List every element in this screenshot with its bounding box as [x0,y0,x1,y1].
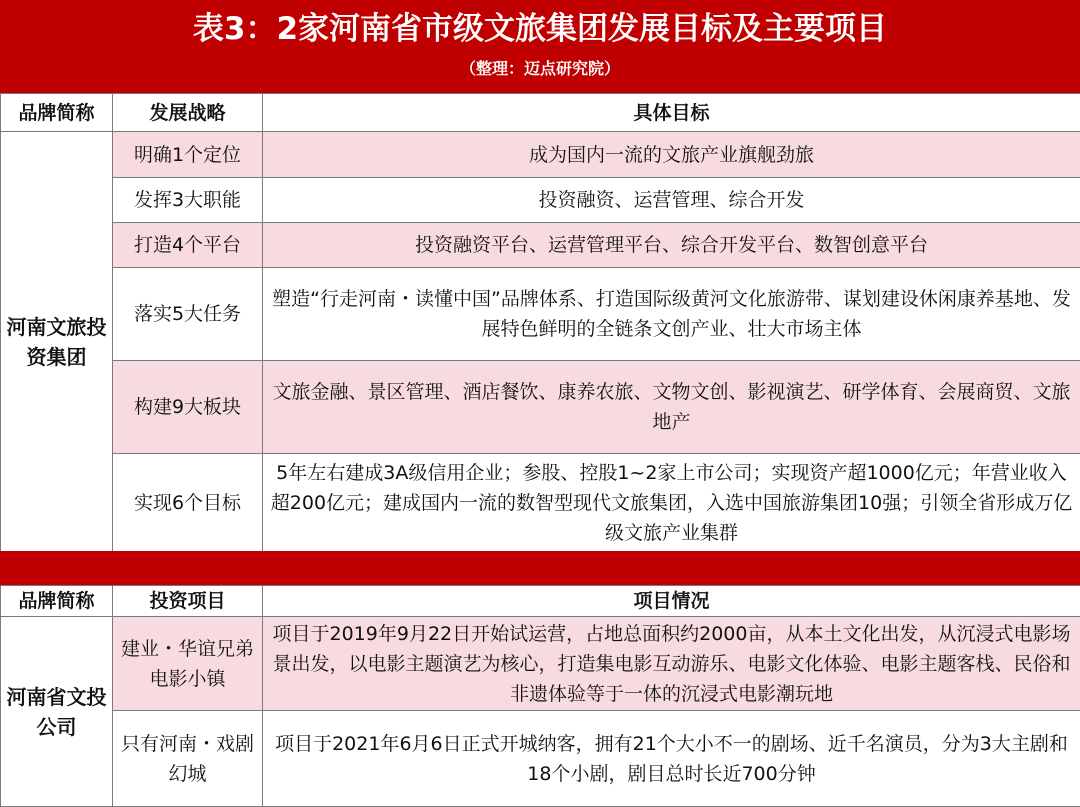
col-header-project-info: 项目情况 [263,586,1080,617]
table-row [1,223,1080,268]
table-row [1,178,1080,223]
strategy-cell: 发挥3大职能 [113,178,263,223]
strategy-cell: 落实5大任务 [113,268,263,361]
table-row [1,361,1080,454]
strategy-cell: 构建9大板块 [113,361,263,454]
brand-name-cell: 河南省文投公司 [1,617,113,807]
goal-cell: 投资融资、运营管理、综合开发 [263,178,1080,223]
table-row [1,268,1080,361]
table-row [1,454,1080,552]
page-title: 表3：2家河南省市级文旅集团发展目标及主要项目 [0,8,1080,50]
table-row [1,711,1080,807]
col-header-brand: 品牌简称 [1,586,113,617]
strategy-cell: 明确1个定位 [113,132,263,178]
goal-cell: 成为国内一流的文旅产业旗舰劲旅 [263,132,1080,178]
section-divider [0,551,1080,585]
strategy-table [0,93,1080,552]
table-row [1,617,1080,711]
goal-cell: 塑造“行走河南・读懂中国”品牌体系、打造国际级黄河文化旅游带、谋划建设休闲康养基地、发展特色鲜明的全链条文创产业、壮大市场主体 [263,268,1080,361]
goal-cell: 文旅金融、景区管理、酒店餐饮、康养农旅、文物文创、影视演艺、研学体育、会展商贸、文旅地产 [263,361,1080,454]
col-header-goal: 具体目标 [263,94,1080,132]
goal-cell: 投资融资平台、运营管理平台、综合开发平台、数智创意平台 [263,223,1080,268]
table-row [1,132,1080,178]
project-cell: 只有河南・戏剧幻城 [113,711,263,807]
table-header-banner [0,0,1080,93]
col-header-strategy: 发展战略 [113,94,263,132]
goal-cell: 5年左右建成3A级信用企业；参股、控股1~2家上市公司；实现资产超1000亿元；年营业收入超200亿元；建成国内一流的数智型现代文旅集团，入选中国旅游集团10强；引领全省形成万亿级文旅产业集群 [263,454,1080,552]
page-subtitle: （整理：迈点研究院） [0,58,1080,80]
project-desc-cell: 项目于2021年6月6日正式开城纳客，拥有21个大小不一的剧场、近千名演员，分为3大主剧和18个小剧，剧目总时长近700分钟 [263,711,1080,807]
project-cell: 建业・华谊兄弟电影小镇 [113,617,263,711]
project-table [0,585,1080,807]
col-header-brand: 品牌简称 [1,94,113,132]
strategy-cell: 实现6个目标 [113,454,263,552]
strategy-cell: 打造4个平台 [113,223,263,268]
col-header-project: 投资项目 [113,586,263,617]
brand-name-cell: 河南文旅投资集团 [1,132,113,552]
project-desc-cell: 项目于2019年9月22日开始试运营，占地总面积约2000亩，从本土文化出发，从沉浸式电影场景出发，以电影主题演艺为核心，打造集电影互动游乐、电影文化体验、电影主题客栈、民俗和非遗体验等于一体的沉浸式电影潮玩地 [263,617,1080,711]
